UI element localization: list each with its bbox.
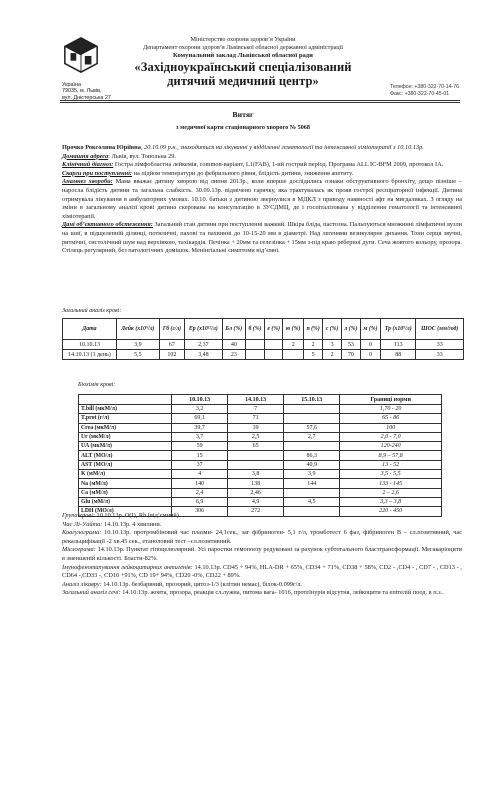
diagnosis-label: Клінічний діагноз: xyxy=(62,161,114,169)
lee-white-line xyxy=(62,521,462,530)
cbc-header-cell: Тр (х10⁹/л) xyxy=(381,319,416,340)
biochem-cell: 3,8 xyxy=(228,470,284,479)
address-line1: 79035, м. Львів, xyxy=(62,88,102,95)
biochem-cell: 100 xyxy=(340,423,442,432)
biochem-cell xyxy=(284,414,340,423)
biochem-param-name: Crea (мкМ/л) xyxy=(79,423,172,432)
cbc-caption: Загальний аналіз крові: xyxy=(62,308,122,314)
department-line: Департамент охорони здоров’я Львівської обласної державної адміністрації xyxy=(142,44,344,51)
biochem-cell xyxy=(284,488,340,497)
cbc-header-cell: Ер (х10¹²/л) xyxy=(185,319,223,340)
biochem-caption: Біохімія крові: xyxy=(78,382,116,388)
biochem-cell: 140 xyxy=(172,479,228,488)
country: Україна xyxy=(62,82,82,88)
biochem-header-cell: 10.10.13 xyxy=(172,395,228,405)
myelo-line xyxy=(62,546,462,563)
biochem-cell: 39 xyxy=(228,423,284,432)
cbc-cell: 2 xyxy=(303,340,322,350)
cbc-cell: 33 xyxy=(416,350,464,360)
immuno-value: 14.10.13р. CD45 + 94%, HLA-DR + 65%, CD34 + 71%, CD38 + 58%, CD2 - ,CD4 - , CD7 - , CD13 - , CD64 -,CD33 -, CD10 +91%, CD 19+ 94%, CD20 -0%, CD22 + 89%. xyxy=(62,563,462,580)
address-value: : Львів, вул. Топольна 29. xyxy=(108,152,176,160)
biochem-cell: 71 xyxy=(228,414,284,423)
cbc-cell: 70 xyxy=(341,350,360,360)
cbc-header-cell: Бл (%) xyxy=(222,319,245,340)
table-row xyxy=(63,340,464,350)
phone: Телефон: +380-322-70-14-76 xyxy=(390,84,459,90)
table-row xyxy=(79,432,442,441)
coag-label: Коагулограма: xyxy=(62,529,102,537)
biochem-header-cell: 14.10.13 xyxy=(228,395,284,405)
coag-value: 10.10.13р. протромбіновий час плазми- 24,1сек., заг фібриноген- 5,1 г/л, тромботест 6 фаз, фібриноген В – сл.позитивний, час рекальцифікації -2 хв.45 сек., етаноловий тест –сл.позитивний. xyxy=(62,529,462,545)
table-row xyxy=(79,460,442,469)
biochem-cell: 3,7 xyxy=(172,432,228,441)
biochem-cell: 2,0 - 7,0 xyxy=(340,432,442,441)
cbc-cell: 2 xyxy=(283,340,304,350)
cbc-cell: 67 xyxy=(159,340,184,350)
cbc-cell: 88 xyxy=(381,350,416,360)
cbc-header-cell: л (%) xyxy=(341,319,360,340)
biochem-cell: 138 xyxy=(228,479,284,488)
table-row xyxy=(79,423,442,432)
table-row xyxy=(79,470,442,479)
biochem-param-name: T.bill (мкМ/л) xyxy=(79,405,172,414)
lee-white-label: Час Лі-Уайта: xyxy=(62,520,103,528)
cbc-cell: 40 xyxy=(222,340,245,350)
table-row xyxy=(79,479,442,488)
biochem-param-name: T.prot (г/л) xyxy=(79,414,172,423)
blood-group-label: Група крові: xyxy=(62,512,95,519)
biochem-param-name: K (мМ/л) xyxy=(79,470,172,479)
csf-value: 14.10.13р. безбарвний, прозорий, цитоз-1/3 (клітин немає), білок-0.099г/л. xyxy=(101,580,303,588)
biochem-cell: 3,2 xyxy=(172,405,228,414)
cbc-header-cell: б (%) xyxy=(246,319,265,340)
document-subtitle xyxy=(0,124,486,131)
objective-label: Дані об’єктивного обстеження: xyxy=(62,221,153,229)
myelo-value: 14.10.13р. Пунктат гіпоцелюлярний. Усі паростки гемопоезу редуковані за рахунок субтотального бластгрансформації. Мегакаріоцити в зменшеній кількості. Бласти-82%. xyxy=(62,546,462,562)
biochem-cell: 144 xyxy=(284,479,340,488)
header-divider xyxy=(60,100,460,101)
blood-group-value: 10.10.13р. О(І), Rh (від’ємний). xyxy=(94,512,181,519)
address-line xyxy=(62,153,462,162)
address-line2: вул. Дністерська 27 xyxy=(62,94,111,101)
cbc-cell xyxy=(246,340,265,350)
center-name-line1: «Західноукраїнський спеціалізований xyxy=(134,60,352,74)
csf-label: Аналіз лікавру: xyxy=(62,580,102,588)
ministry-line: Міністерство охорони здоров’я України xyxy=(190,36,296,43)
biochem-header-cell xyxy=(79,395,172,405)
cbc-cell: 2,37 xyxy=(185,340,223,350)
cbc-cell xyxy=(283,350,304,360)
coag-line xyxy=(62,529,462,546)
biochem-cell: 2,46 xyxy=(228,488,284,497)
cbc-cell: 3 xyxy=(323,340,342,350)
biochem-cell xyxy=(284,442,340,451)
biochem-cell: 2 – 2,6 xyxy=(340,488,442,497)
complaints-label: Скарги при поступленні: xyxy=(62,169,133,177)
biochem-cell: 6,9 xyxy=(172,497,228,506)
cbc-header-cell: ю (%) xyxy=(283,319,304,340)
biochem-cell: 7 xyxy=(228,405,284,414)
biochem-cell: 120-240 xyxy=(340,442,442,451)
anamnesis-label: Анамнез хвороби: xyxy=(62,178,113,186)
patient-summary xyxy=(62,144,462,256)
cbc-cell: 0 xyxy=(360,350,380,360)
urinalysis-value: 14.10.13р. жовта, прозора, реакція сл.лужна, питома вага- 1016, протеїнурія відсутня, лейкоцити та епітелій поод. в п.з.. xyxy=(120,589,444,597)
biochem-cell xyxy=(284,405,340,414)
anamnesis-value: Мама вважає дитину хворою від липня 2013р., коли вперше дослідились ознаки обструктивного бронхіту, дещо пізніше – наросла блідість дитини та загальна слабкість. 30.09.13р. відмічено гарячку, яка трактувалась як прояв гострої респіраторної інфекції. Дитина отримувала лікування в амбулаторних умовах. 10.10. батьки з дитиною звернулися в МДКЛ з приводу наявності афт на мигдаликах. З огляду на зміни в загальному аналізі крові дитина скерована на консультацію в ЗУСДМЦ, де і госпіталізована у відділення гематології та інтенсивної хіміотерапії. xyxy=(62,178,462,220)
cbc-header-cell: п (%) xyxy=(303,319,322,340)
biochem-cell: 3,3 – 3,8 xyxy=(340,497,442,506)
biochem-table xyxy=(78,394,442,517)
biochem-cell: 3,9 xyxy=(284,470,340,479)
contact-block xyxy=(390,84,459,98)
biochem-cell: 57,6 xyxy=(284,423,340,432)
biochem-cell: 272 xyxy=(228,507,284,516)
cbc-cell: 23 xyxy=(222,350,245,360)
document-title: Витяг xyxy=(232,110,254,119)
biochem-param-name: Ca (мМ/л) xyxy=(79,488,172,497)
myelo-label: Мієлограма: xyxy=(62,546,96,554)
cbc-header-cell: Дата xyxy=(63,319,117,340)
header-divider-2 xyxy=(60,102,460,103)
letterhead xyxy=(0,36,486,88)
biochem-cell: 65 xyxy=(228,442,284,451)
biochem-cell: 133 - 145 xyxy=(340,479,442,488)
subtitle-text: з медичної карти стаціонарного хворого № xyxy=(176,124,297,131)
biochem-cell: 2,7 xyxy=(284,432,340,441)
immuno-label: Імунофенотипування лейкоцитарних антигенів: xyxy=(62,563,193,571)
patient-name: Прочко Роксоляна Юріївна xyxy=(62,144,141,151)
diagnosis-line xyxy=(62,161,462,170)
cbc-cell: 14.10.13 (1 день) xyxy=(63,350,117,360)
diagnosis-value: Гостра лімфобластна лейкемія, common-варіант, L1(FAB), 1-ий гострий період. Програма ALL IC-BFM 2009, протокол ІА. xyxy=(113,161,444,169)
complaints-line xyxy=(62,170,462,179)
biochem-cell: 1,70 - 20 xyxy=(340,405,442,414)
csf-line xyxy=(62,581,462,590)
cbc-header-cell: ШОС (мм/год) xyxy=(416,319,464,340)
biochem-cell: 39,7 xyxy=(172,423,228,432)
biochem-cell: 8,9 – 57,8 xyxy=(340,451,442,460)
complaints-value: на підйом температури до фебрильного рівня, блідість дитини, зниження апетиту. xyxy=(132,169,354,177)
blood-group-line xyxy=(62,512,462,521)
center-name-line2: дитячий медичний центр» xyxy=(167,74,319,88)
biochem-param-name: Ur (мкМ/л) xyxy=(79,432,172,441)
table-row xyxy=(79,488,442,497)
biochem-param-name: Glu (мМ/л) xyxy=(79,497,172,506)
biochem-param-name: ALT (МО/л) xyxy=(79,451,172,460)
cbc-header-cell: Гб (г/л) xyxy=(159,319,184,340)
objective-line xyxy=(62,221,462,255)
patient-info: , 20.10.09 р.н., знаходиться на лікуванні у відділенні гематології та інтенсивної хіміотерапії з 10.10.13р. xyxy=(140,144,424,151)
biochem-cell xyxy=(228,460,284,469)
biochem-header-cell: 15.10.13 xyxy=(284,395,340,405)
biochem-cell: 3,5 - 5,5 xyxy=(340,470,442,479)
cbc-cell: 2 xyxy=(323,350,342,360)
card-number: 5068 xyxy=(297,124,310,131)
lee-white-value: 14.10.13р. 4 хвилини. xyxy=(102,520,162,528)
cbc-header-cell: Лейк (х10⁹/л) xyxy=(116,319,159,340)
biochem-cell: 4 xyxy=(172,470,228,479)
biochem-param-name: UA (мкМ/л) xyxy=(79,442,172,451)
cbc-cell: 5,5 xyxy=(116,350,159,360)
biochem-header-row xyxy=(79,395,442,405)
cbc-cell: 113 xyxy=(381,340,416,350)
cbc-cell: 3,9 xyxy=(116,340,159,350)
cbc-header-cell: с (%) xyxy=(323,319,342,340)
urinalysis-label: Загальний аналіз сечі: xyxy=(62,589,121,597)
patient-line xyxy=(62,144,462,153)
table-row xyxy=(79,497,442,506)
biochem-cell: 2,5 xyxy=(228,432,284,441)
table-row xyxy=(79,414,442,423)
biochem-cell: 86,3 xyxy=(284,451,340,460)
cbc-header-cell: м (%) xyxy=(360,319,380,340)
urinalysis-line xyxy=(62,589,462,598)
biochem-cell: 2,4 xyxy=(172,488,228,497)
cbc-cell xyxy=(246,350,265,360)
cbc-cell: 3,48 xyxy=(185,350,223,360)
anamnesis-line xyxy=(62,178,462,221)
biochem-cell: 4,9 xyxy=(228,497,284,506)
table-row xyxy=(79,451,442,460)
biochem-param-name: Na (мМ/л) xyxy=(79,479,172,488)
biochem-cell: 13 - 52 xyxy=(340,460,442,469)
biochem-cell xyxy=(228,451,284,460)
biochem-param-name: LDH (МО/л) xyxy=(79,507,172,516)
institution-line: Комунальний заклад Львівської обласної ради xyxy=(173,52,313,59)
cbc-cell: 5 xyxy=(303,350,322,360)
biochem-cell: 69,1 xyxy=(172,414,228,423)
table-row xyxy=(79,442,442,451)
address-block xyxy=(62,82,111,101)
objective-value: Загальний стан дитини при поступленні важкий. Шкіра бліда, пастозна. Пальпуються множинні лімфатичні вузли на шиї, в підщелепній ділянці, потиличні, пахові та пахвинні до 10-15-20 мм в діаметрі. Над легенями везикулярне дихання. Тони серця звучні, ритмічні, систолічний шум над верхівкою, тахікардія. Печінка + 20мм та селезінка + 15мм з-під краю реберної дуги. Сеча жовтого кольору, прозора. Стілець регулярний, без патологічних домішок. Менінгіальні симптоми від’ємні. xyxy=(62,221,462,255)
biochem-cell: 4,5 xyxy=(284,497,340,506)
biochem-cell: 40,9 xyxy=(284,460,340,469)
biochem-cell: 306 xyxy=(172,507,228,516)
biochem-cell: 220 - 450 xyxy=(340,507,442,516)
address-label: Домашня адреса xyxy=(62,152,109,160)
cbc-cell: 53 xyxy=(341,340,360,350)
biochem-cell: 37 xyxy=(172,460,228,469)
biochem-header-cell: Границі норми xyxy=(340,395,442,405)
cbc-header-row xyxy=(63,319,464,340)
biochem-cell: 15 xyxy=(172,451,228,460)
biochem-cell: 59 xyxy=(172,442,228,451)
cbc-cell xyxy=(264,350,283,360)
table-row xyxy=(79,405,442,414)
fax: Факс: +380-322-70-45-01 xyxy=(390,91,450,97)
cbc-table xyxy=(62,318,464,360)
cbc-cell: 10.10.13 xyxy=(63,340,117,350)
immuno-line xyxy=(62,564,462,581)
cbc-cell xyxy=(264,340,283,350)
biochem-cell: 65 - 86 xyxy=(340,414,442,423)
cbc-cell: 102 xyxy=(159,350,184,360)
cbc-header-cell: е (%) xyxy=(264,319,283,340)
additional-tests xyxy=(62,512,462,598)
cbc-cell: 0 xyxy=(360,340,380,350)
biochem-param-name: AST (МО/л) xyxy=(79,460,172,469)
table-row xyxy=(63,350,464,360)
cbc-cell: 33 xyxy=(416,340,464,350)
